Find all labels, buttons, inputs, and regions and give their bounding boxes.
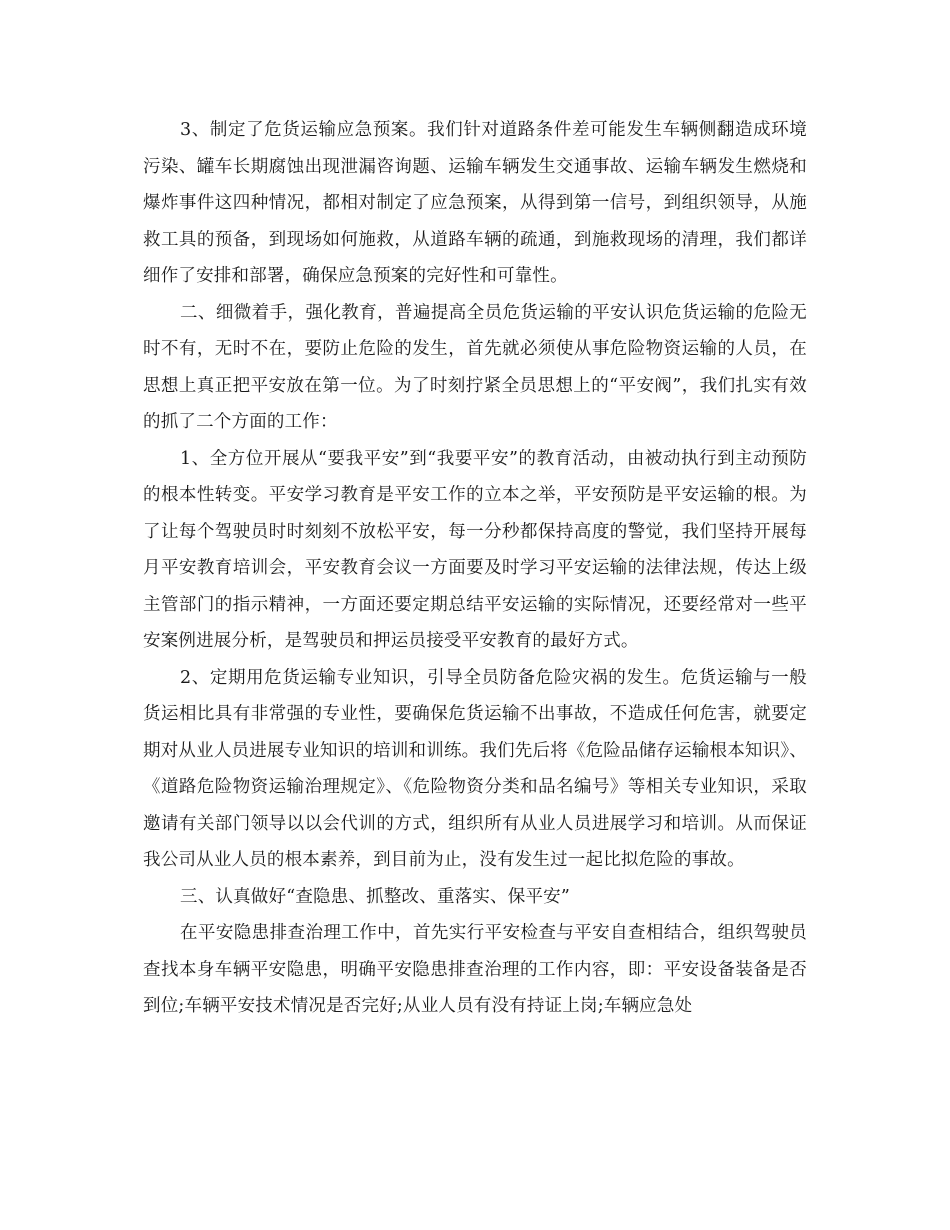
paragraph-emergency-plan: 3、制定了危货运输应急预案。我们针对道路条件差可能发生车辆侧翻造成环境污染、罐车长期腐蚀出现泄漏咨询题、运输车辆发生交通事故、运输车辆发生燃烧和爆炸事件这四种情况，都相对制定了应急预案，从得到第一信号，到组织领导，从施救工具的预备，到现场如何施救，从道路车辆的疏通，到施救现场的清理，我们都详细作了安排和部署，确保应急预案的完好性和可靠性。 — [143, 120, 807, 286]
paragraph-safety-education-section: 二、细微着手，强化教育，普遍提高全员危货运输的平安认识危货运输的危险无时不有，无时不在，要防止危险的发生，首先就必须使从事危险物资运输的人员，在思想上真正把平安放在第一位。为了时刻拧紧全员思想上的“平安阀”，我们扎实有效的抓了二个方面的工作： — [143, 302, 807, 432]
paragraph-hazard-check-heading: 三、认真做好“查隐患、抓整改、重落实、保平安” — [180, 886, 570, 907]
paragraph-professional-training: 2、定期用危货运输专业知识，引导全员防备危险灾祸的发生。危货运输与一般货运相比具有非常强的专业性，要确保危货运输不出事故，不造成任何危害，就要定期对从业人员进展专业知识的培训和训练。我们先后将《危险品储存运输根本知识》、《道路危险物资运输治理规定》、《危险物资分类和品名编号》等相关专业知识，采取邀请有关部门领导以以会代训的方式，组织所有从业人员进展学习和培训。从而保证我公司从业人员的根本素养，到目前为止，没有发生过一起比拟危险的事故。 — [143, 667, 807, 870]
paragraph-education-activities: 1、全方位开展从“要我平安”到“我要平安”的教育活动，由被动执行到主动预防的根本性转变。平安学习教育是平安工作的立本之举，平安预防是平安运输的根。为了让每个驾驶员时时刻刻不放松平安，每一分秒都保持高度的警觉，我们坚持开展每月平安教育培训会，平安教育会议一方面要及时学习平安运输的法律法规，传达上级主管部门的指示精神，一方面还要定期总结平安运输的实际情况，还要经常对一些平安案例进展分析，是驾驶员和押运员接受平安教育的最好方式。 — [143, 448, 807, 651]
paragraph-hazard-investigation: 在平安隐患排查治理工作中，首先实行平安检查与平安自查相结合，组织驾驶员查找本身车辆平安隐患，明确平安隐患排查治理的工作内容，即：平安设备装备是否到位;车辆平安技术情况是否完好;从业人员有没有持证上岗;车辆应急处 — [143, 923, 807, 1016]
document-page — [143, 112, 807, 1025]
